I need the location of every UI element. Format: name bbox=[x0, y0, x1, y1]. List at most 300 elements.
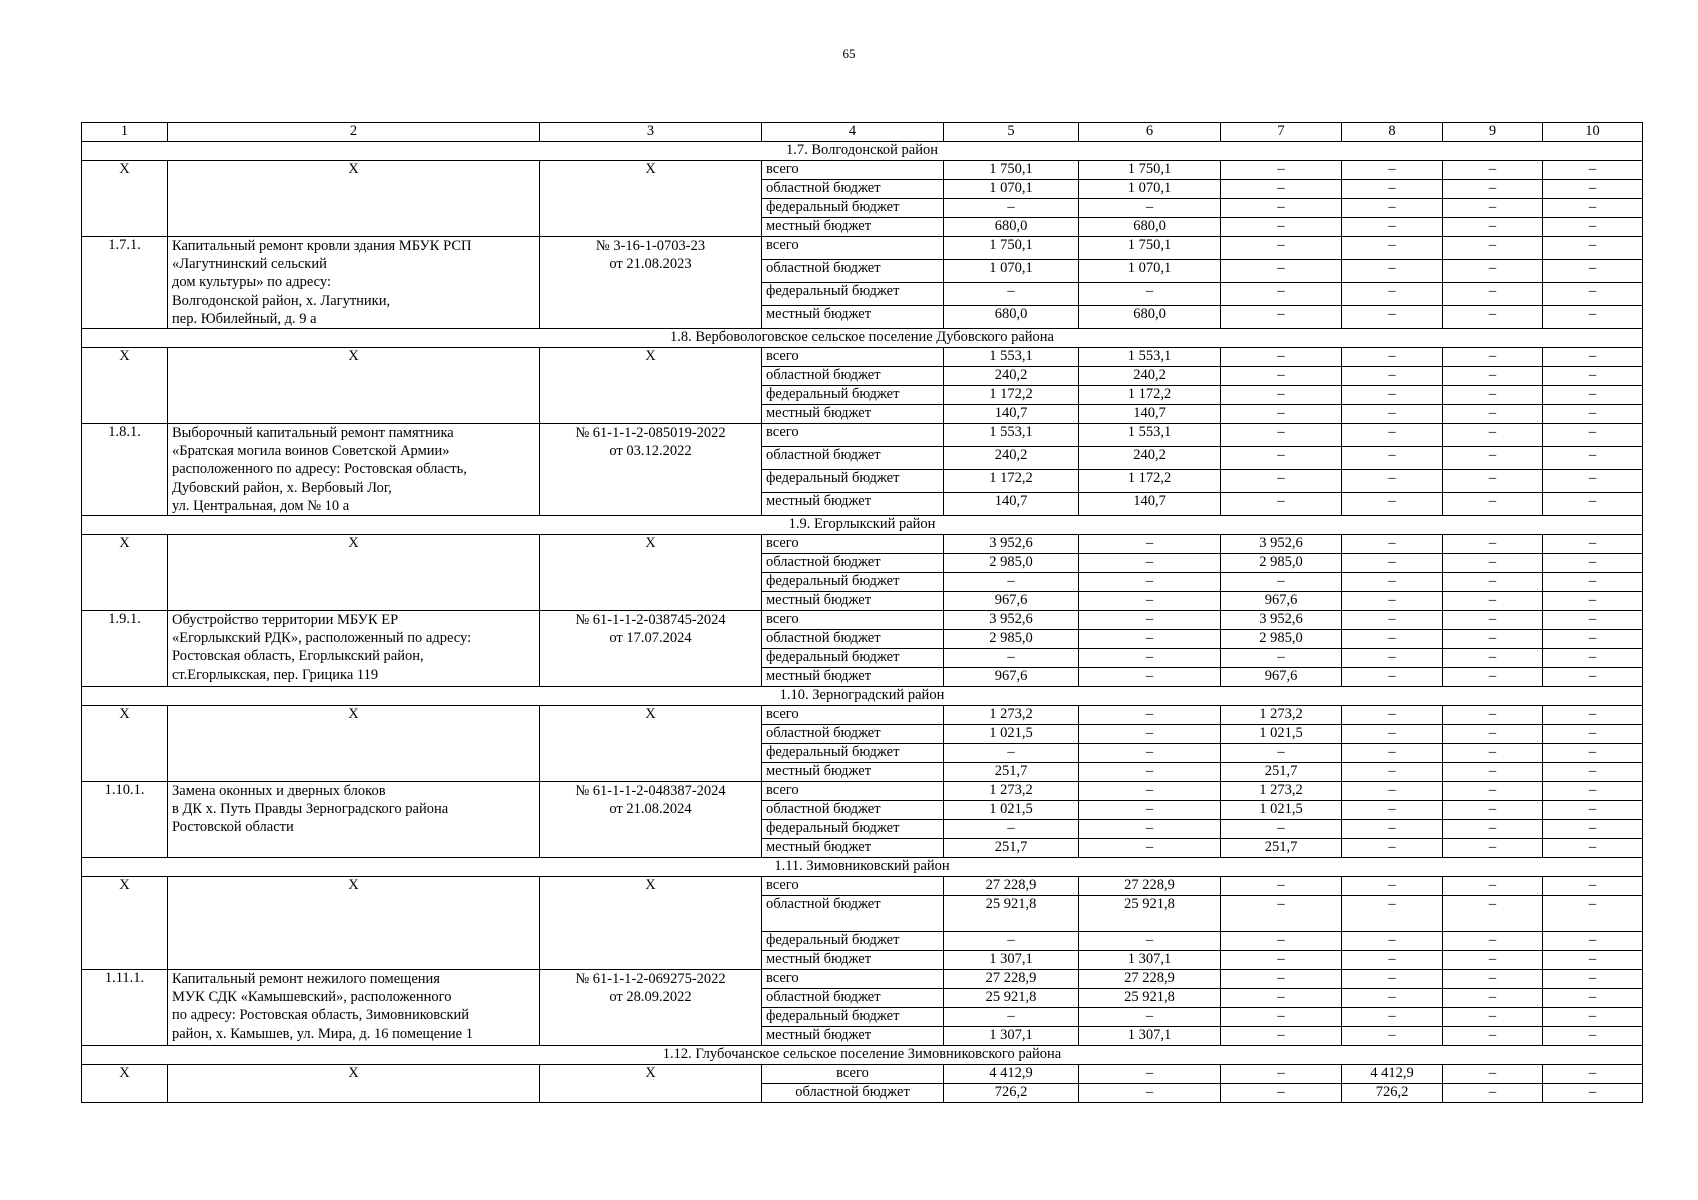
amount-cell: – bbox=[1543, 820, 1643, 839]
amount-cell: – bbox=[1443, 1065, 1543, 1084]
amount-cell: 251,7 bbox=[1221, 763, 1342, 782]
amount-cell: – bbox=[1443, 405, 1543, 424]
amount-cell: – bbox=[1342, 306, 1443, 329]
amount-cell: 251,7 bbox=[1221, 839, 1342, 858]
amount-cell: – bbox=[1443, 649, 1543, 668]
column-header: 9 bbox=[1443, 123, 1543, 142]
amount-cell: 1 307,1 bbox=[1079, 1027, 1221, 1046]
amount-cell: – bbox=[944, 744, 1079, 763]
section-header-row bbox=[82, 858, 1643, 877]
amount-cell: – bbox=[1543, 424, 1643, 447]
item-number: 1.7.1. bbox=[82, 237, 168, 329]
amount-cell: – bbox=[1079, 630, 1221, 649]
amount-cell: – bbox=[1443, 386, 1543, 405]
funding-source: местный бюджет bbox=[762, 218, 944, 237]
amount-cell: – bbox=[1543, 493, 1643, 516]
amount-cell: 1 021,5 bbox=[1221, 725, 1342, 744]
amount-cell: – bbox=[1079, 820, 1221, 839]
amount-cell: 4 412,9 bbox=[944, 1065, 1079, 1084]
amount-cell: – bbox=[1342, 573, 1443, 592]
funding-source: всего bbox=[762, 535, 944, 554]
document-line: № 61-1-1-2-069275-2022 bbox=[575, 971, 726, 988]
amount-cell: – bbox=[1342, 405, 1443, 424]
funding-source: областной бюджет bbox=[762, 630, 944, 649]
amount-cell: 1 172,2 bbox=[944, 386, 1079, 405]
amount-cell: – bbox=[1221, 573, 1342, 592]
amount-cell: 1 307,1 bbox=[944, 951, 1079, 970]
amount-cell: – bbox=[1342, 932, 1443, 951]
amount-cell: – bbox=[1443, 782, 1543, 801]
amount-cell: – bbox=[1221, 447, 1342, 470]
amount-cell: – bbox=[1543, 592, 1643, 611]
amount-cell: 1 172,2 bbox=[1079, 470, 1221, 493]
amount-cell: – bbox=[1543, 989, 1643, 1008]
amount-cell: – bbox=[1342, 706, 1443, 725]
amount-cell: 140,7 bbox=[944, 493, 1079, 516]
amount-cell: – bbox=[1079, 592, 1221, 611]
description-line: расположенного по адресу: Ростовская область, bbox=[172, 461, 467, 478]
item-number: 1.10.1. bbox=[82, 782, 168, 858]
description-line: Ростовской области bbox=[172, 819, 294, 836]
amount-cell: – bbox=[1342, 237, 1443, 260]
section-header-row bbox=[82, 687, 1643, 706]
amount-cell: 240,2 bbox=[944, 447, 1079, 470]
amount-cell: – bbox=[1079, 668, 1221, 687]
amount-cell: – bbox=[1079, 573, 1221, 592]
amount-cell: 140,7 bbox=[1079, 405, 1221, 424]
amount-cell: – bbox=[1079, 611, 1221, 630]
funding-source: всего bbox=[762, 970, 944, 989]
amount-cell: – bbox=[1342, 782, 1443, 801]
amount-cell: 251,7 bbox=[944, 839, 1079, 858]
document-line: № 61-1-1-2-085019-2022 bbox=[575, 425, 726, 442]
amount-cell: – bbox=[1342, 283, 1443, 306]
amount-cell: 1 750,1 bbox=[1079, 237, 1221, 260]
amount-cell: – bbox=[1443, 260, 1543, 283]
amount-cell: – bbox=[1221, 951, 1342, 970]
amount-cell: – bbox=[1443, 801, 1543, 820]
amount-cell: – bbox=[1079, 706, 1221, 725]
funding-source: областной бюджет bbox=[762, 1084, 944, 1103]
x-mark-cell: Х bbox=[168, 535, 540, 611]
amount-cell: 25 921,8 bbox=[944, 989, 1079, 1008]
amount-cell: – bbox=[1221, 493, 1342, 516]
amount-cell: – bbox=[1443, 1008, 1543, 1027]
amount-cell: – bbox=[1221, 970, 1342, 989]
summary-row bbox=[82, 1065, 1643, 1084]
column-header: 10 bbox=[1543, 123, 1643, 142]
amount-cell: – bbox=[944, 1008, 1079, 1027]
amount-cell: – bbox=[1543, 260, 1643, 283]
amount-cell: – bbox=[1342, 447, 1443, 470]
amount-cell: – bbox=[1221, 877, 1342, 896]
amount-cell: – bbox=[1443, 573, 1543, 592]
description-line: «Егорлыкский РДК», расположенный по адресу: bbox=[172, 630, 472, 647]
x-mark-cell: Х bbox=[168, 161, 540, 237]
amount-cell: – bbox=[1543, 1027, 1643, 1046]
amount-cell: – bbox=[1221, 470, 1342, 493]
amount-cell: – bbox=[1342, 763, 1443, 782]
funding-source: областной бюджет bbox=[762, 367, 944, 386]
amount-cell: 240,2 bbox=[1079, 367, 1221, 386]
item-row bbox=[82, 424, 1643, 447]
x-mark-cell: Х bbox=[540, 348, 762, 424]
amount-cell: – bbox=[1543, 535, 1643, 554]
amount-cell: – bbox=[1342, 630, 1443, 649]
section-title: 1.9. Егорлыкский район bbox=[82, 516, 1643, 535]
funding-source: федеральный бюджет bbox=[762, 470, 944, 493]
amount-cell: – bbox=[1543, 386, 1643, 405]
x-mark-cell: Х bbox=[168, 706, 540, 782]
funding-source: местный бюджет bbox=[762, 1027, 944, 1046]
amount-cell: – bbox=[1543, 554, 1643, 573]
x-mark-cell: Х bbox=[168, 877, 540, 970]
funding-source: областной бюджет bbox=[762, 447, 944, 470]
amount-cell: 726,2 bbox=[1342, 1084, 1443, 1103]
amount-cell: – bbox=[1342, 367, 1443, 386]
amount-cell: 2 985,0 bbox=[1221, 554, 1342, 573]
description-line: Обустройство территории МБУК ЕР bbox=[172, 612, 399, 629]
amount-cell: – bbox=[1543, 348, 1643, 367]
amount-cell: – bbox=[1221, 424, 1342, 447]
amount-cell: – bbox=[1543, 725, 1643, 744]
document-line: № 61-1-1-2-048387-2024 bbox=[575, 783, 726, 800]
funding-source: федеральный бюджет bbox=[762, 820, 944, 839]
amount-cell: 1 172,2 bbox=[944, 470, 1079, 493]
amount-cell: – bbox=[1443, 896, 1543, 932]
description-line: Ростовская область, Егорлыкский район, bbox=[172, 648, 424, 665]
funding-source: областной бюджет bbox=[762, 554, 944, 573]
amount-cell: 1 553,1 bbox=[1079, 424, 1221, 447]
amount-cell: 967,6 bbox=[944, 592, 1079, 611]
amount-cell: – bbox=[1342, 1008, 1443, 1027]
funding-source: местный бюджет bbox=[762, 668, 944, 687]
description-line: Капитальный ремонт кровли здания МБУК РСП bbox=[172, 238, 472, 254]
amount-cell: 2 985,0 bbox=[944, 630, 1079, 649]
amount-cell: – bbox=[1079, 535, 1221, 554]
funding-source: местный бюджет bbox=[762, 592, 944, 611]
column-header: 2 bbox=[168, 123, 540, 142]
amount-cell: – bbox=[1221, 218, 1342, 237]
amount-cell: – bbox=[1443, 951, 1543, 970]
funding-source: областной бюджет bbox=[762, 896, 944, 932]
amount-cell: – bbox=[1221, 820, 1342, 839]
amount-cell: 967,6 bbox=[1221, 668, 1342, 687]
amount-cell: 1 070,1 bbox=[1079, 180, 1221, 199]
amount-cell: – bbox=[1443, 744, 1543, 763]
amount-cell: 3 952,6 bbox=[944, 611, 1079, 630]
amount-cell: 3 952,6 bbox=[1221, 611, 1342, 630]
amount-cell: – bbox=[1342, 218, 1443, 237]
amount-cell: – bbox=[1543, 932, 1643, 951]
amount-cell: 1 070,1 bbox=[1079, 260, 1221, 283]
funding-source: федеральный бюджет bbox=[762, 744, 944, 763]
funding-source: местный бюджет bbox=[762, 405, 944, 424]
amount-cell: – bbox=[1079, 725, 1221, 744]
x-mark-cell: Х bbox=[168, 348, 540, 424]
amount-cell: – bbox=[1443, 306, 1543, 329]
amount-cell: – bbox=[1221, 348, 1342, 367]
funding-source: федеральный бюджет bbox=[762, 199, 944, 218]
amount-cell: – bbox=[1443, 535, 1543, 554]
amount-cell: – bbox=[1443, 989, 1543, 1008]
amount-cell: – bbox=[1443, 218, 1543, 237]
expertise-document bbox=[540, 237, 762, 329]
amount-cell: – bbox=[1342, 611, 1443, 630]
amount-cell: – bbox=[1543, 1065, 1643, 1084]
amount-cell: – bbox=[1079, 1008, 1221, 1027]
amount-cell: – bbox=[1079, 782, 1221, 801]
amount-cell: – bbox=[1543, 470, 1643, 493]
description-line: ст.Егорлыкская, пер. Грицика 119 bbox=[172, 666, 379, 683]
amount-cell: 25 921,8 bbox=[944, 896, 1079, 932]
amount-cell: – bbox=[1221, 180, 1342, 199]
amount-cell: 967,6 bbox=[944, 668, 1079, 687]
expertise-document bbox=[540, 611, 762, 687]
amount-cell: – bbox=[1342, 989, 1443, 1008]
funding-source: всего bbox=[762, 161, 944, 180]
x-mark-cell: Х bbox=[540, 161, 762, 237]
funding-source: областной бюджет bbox=[762, 989, 944, 1008]
amount-cell: – bbox=[1079, 554, 1221, 573]
amount-cell: 27 228,9 bbox=[944, 877, 1079, 896]
amount-cell: – bbox=[1342, 592, 1443, 611]
amount-cell: – bbox=[1443, 199, 1543, 218]
amount-cell: – bbox=[1443, 283, 1543, 306]
amount-cell: 1 172,2 bbox=[1079, 386, 1221, 405]
funding-source: всего bbox=[762, 706, 944, 725]
column-number-row bbox=[82, 123, 1643, 142]
item-row bbox=[82, 970, 1643, 989]
amount-cell: – bbox=[1543, 199, 1643, 218]
x-mark-cell: Х bbox=[82, 348, 168, 424]
amount-cell: – bbox=[944, 820, 1079, 839]
amount-cell: – bbox=[1342, 161, 1443, 180]
section-title: 1.7. Волгодонской район bbox=[82, 142, 1643, 161]
expertise-document bbox=[540, 424, 762, 516]
amount-cell: – bbox=[1342, 180, 1443, 199]
amount-cell: – bbox=[1443, 932, 1543, 951]
amount-cell: – bbox=[1342, 951, 1443, 970]
amount-cell: 251,7 bbox=[944, 763, 1079, 782]
description-line: дом культуры» по адресу: bbox=[172, 274, 331, 291]
column-header: 3 bbox=[540, 123, 762, 142]
amount-cell: – bbox=[1543, 649, 1643, 668]
item-row bbox=[82, 611, 1643, 630]
amount-cell: 680,0 bbox=[1079, 306, 1221, 329]
column-header: 1 bbox=[82, 123, 168, 142]
amount-cell: – bbox=[1443, 630, 1543, 649]
description-line: ул. Центральная, дом № 10 а bbox=[172, 497, 350, 514]
amount-cell: – bbox=[1443, 820, 1543, 839]
document-line: от 17.07.2024 bbox=[609, 630, 692, 647]
description-line: по адресу: Ростовская область, Зимовниковский bbox=[172, 1007, 470, 1024]
summary-row bbox=[82, 535, 1643, 554]
amount-cell: – bbox=[1543, 970, 1643, 989]
amount-cell: 3 952,6 bbox=[944, 535, 1079, 554]
x-mark-cell: Х bbox=[540, 706, 762, 782]
amount-cell: 1 273,2 bbox=[1221, 706, 1342, 725]
funding-source: местный бюджет bbox=[762, 951, 944, 970]
funding-source: местный бюджет bbox=[762, 763, 944, 782]
amount-cell: – bbox=[1443, 611, 1543, 630]
x-mark-cell: Х bbox=[540, 535, 762, 611]
summary-row bbox=[82, 706, 1643, 725]
section-header-row bbox=[82, 329, 1643, 348]
amount-cell: – bbox=[1221, 989, 1342, 1008]
amount-cell: – bbox=[1443, 725, 1543, 744]
amount-cell: – bbox=[1443, 668, 1543, 687]
amount-cell: – bbox=[1342, 535, 1443, 554]
funding-source: областной бюджет bbox=[762, 180, 944, 199]
amount-cell: – bbox=[1543, 896, 1643, 932]
item-row bbox=[82, 782, 1643, 801]
amount-cell: – bbox=[1079, 744, 1221, 763]
summary-row bbox=[82, 161, 1643, 180]
amount-cell: 1 553,1 bbox=[1079, 348, 1221, 367]
amount-cell: – bbox=[1443, 367, 1543, 386]
x-mark-cell: Х bbox=[540, 877, 762, 970]
amount-cell: – bbox=[1342, 386, 1443, 405]
amount-cell: – bbox=[1079, 801, 1221, 820]
amount-cell: – bbox=[1079, 1084, 1221, 1103]
amount-cell: – bbox=[1543, 668, 1643, 687]
amount-cell: – bbox=[1342, 424, 1443, 447]
expertise-document bbox=[540, 782, 762, 858]
funding-source: федеральный бюджет bbox=[762, 386, 944, 405]
item-number: 1.11.1. bbox=[82, 970, 168, 1046]
amount-cell: 1 070,1 bbox=[944, 180, 1079, 199]
funding-source: всего bbox=[762, 1065, 944, 1084]
amount-cell: 4 412,9 bbox=[1342, 1065, 1443, 1084]
amount-cell: – bbox=[1443, 493, 1543, 516]
description-line: район, х. Камышев, ул. Мира, д. 16 помещение 1 bbox=[172, 1025, 473, 1042]
item-number: 1.8.1. bbox=[82, 424, 168, 516]
amount-cell: – bbox=[1079, 1065, 1221, 1084]
amount-cell: – bbox=[1079, 839, 1221, 858]
description-line: МУК СДК «Камышевский», расположенного bbox=[172, 989, 452, 1006]
amount-cell: 140,7 bbox=[944, 405, 1079, 424]
amount-cell: – bbox=[944, 932, 1079, 951]
description-line: «Братская могила воинов Советской Армии» bbox=[172, 443, 450, 460]
column-header: 6 bbox=[1079, 123, 1221, 142]
description-line: Замена оконных и дверных блоков bbox=[172, 783, 386, 800]
amount-cell: – bbox=[944, 283, 1079, 306]
section-title: 1.11. Зимовниковский район bbox=[82, 858, 1643, 877]
expertise-document bbox=[540, 970, 762, 1046]
amount-cell: – bbox=[1221, 283, 1342, 306]
funding-source: федеральный бюджет bbox=[762, 1008, 944, 1027]
amount-cell: – bbox=[1543, 283, 1643, 306]
amount-cell: 1 021,5 bbox=[1221, 801, 1342, 820]
amount-cell: – bbox=[1221, 386, 1342, 405]
amount-cell: – bbox=[1443, 1084, 1543, 1103]
funding-source: местный бюджет bbox=[762, 839, 944, 858]
funding-source: федеральный бюджет bbox=[762, 932, 944, 951]
amount-cell: – bbox=[1543, 877, 1643, 896]
amount-cell: – bbox=[1342, 649, 1443, 668]
amount-cell: – bbox=[1221, 1084, 1342, 1103]
amount-cell: 3 952,6 bbox=[1221, 535, 1342, 554]
amount-cell: 140,7 bbox=[1079, 493, 1221, 516]
amount-cell: – bbox=[1079, 283, 1221, 306]
amount-cell: – bbox=[1221, 1027, 1342, 1046]
amount-cell: – bbox=[1342, 470, 1443, 493]
amount-cell: – bbox=[1221, 306, 1342, 329]
amount-cell: – bbox=[1342, 725, 1443, 744]
amount-cell: – bbox=[1543, 180, 1643, 199]
amount-cell: – bbox=[1221, 405, 1342, 424]
amount-cell: – bbox=[1079, 649, 1221, 668]
document-line: № 61-1-1-2-038745-2024 bbox=[575, 612, 726, 629]
amount-cell: – bbox=[1543, 573, 1643, 592]
amount-cell: – bbox=[1543, 306, 1643, 329]
amount-cell: – bbox=[1543, 405, 1643, 424]
amount-cell: 1 307,1 bbox=[944, 1027, 1079, 1046]
x-mark-cell: Х bbox=[540, 1065, 762, 1103]
funding-source: всего bbox=[762, 782, 944, 801]
amount-cell: – bbox=[1342, 744, 1443, 763]
amount-cell: – bbox=[944, 199, 1079, 218]
amount-cell: – bbox=[1079, 932, 1221, 951]
item-description bbox=[168, 970, 540, 1046]
item-description bbox=[168, 611, 540, 687]
amount-cell: – bbox=[1543, 1008, 1643, 1027]
amount-cell: – bbox=[1221, 260, 1342, 283]
amount-cell: – bbox=[1543, 839, 1643, 858]
funding-source: местный бюджет bbox=[762, 493, 944, 516]
amount-cell: – bbox=[1543, 611, 1643, 630]
funding-source: местный бюджет bbox=[762, 306, 944, 329]
amount-cell: – bbox=[1221, 1008, 1342, 1027]
amount-cell: 1 021,5 bbox=[944, 801, 1079, 820]
description-line: Волгодонской район, х. Лагутники, bbox=[172, 292, 391, 309]
funding-source: федеральный бюджет bbox=[762, 283, 944, 306]
section-header-row bbox=[82, 1046, 1643, 1065]
item-description bbox=[168, 237, 540, 329]
funding-source: федеральный бюджет bbox=[762, 649, 944, 668]
amount-cell: 726,2 bbox=[944, 1084, 1079, 1103]
amount-cell: – bbox=[1443, 348, 1543, 367]
amount-cell: 1 070,1 bbox=[944, 260, 1079, 283]
description-line: Дубовский район, х. Вербовый Лог, bbox=[172, 479, 392, 496]
amount-cell: – bbox=[1443, 447, 1543, 470]
amount-cell: – bbox=[1221, 932, 1342, 951]
amount-cell: – bbox=[1342, 260, 1443, 283]
amount-cell: 25 921,8 bbox=[1079, 896, 1221, 932]
amount-cell: – bbox=[1543, 367, 1643, 386]
description-line: в ДК х. Путь Правды Зерноградского района bbox=[172, 801, 449, 818]
column-header: 7 bbox=[1221, 123, 1342, 142]
description-line: пер. Юбилейный, д. 9 а bbox=[172, 310, 317, 327]
amount-cell: – bbox=[1342, 820, 1443, 839]
amount-cell: – bbox=[1079, 763, 1221, 782]
amount-cell: – bbox=[1443, 592, 1543, 611]
amount-cell: – bbox=[1342, 348, 1443, 367]
amount-cell: – bbox=[1543, 706, 1643, 725]
item-description bbox=[168, 424, 540, 516]
amount-cell: – bbox=[1221, 161, 1342, 180]
item-number: 1.9.1. bbox=[82, 611, 168, 687]
amount-cell: – bbox=[1443, 554, 1543, 573]
amount-cell: 1 750,1 bbox=[944, 161, 1079, 180]
amount-cell: – bbox=[1221, 237, 1342, 260]
section-title: 1.12. Глубочанское сельское поселение Зимовниковского района bbox=[82, 1046, 1643, 1065]
document-line: от 28.09.2022 bbox=[609, 989, 692, 1006]
amount-cell: 1 021,5 bbox=[944, 725, 1079, 744]
amount-cell: – bbox=[1443, 180, 1543, 199]
amount-cell: – bbox=[1543, 801, 1643, 820]
